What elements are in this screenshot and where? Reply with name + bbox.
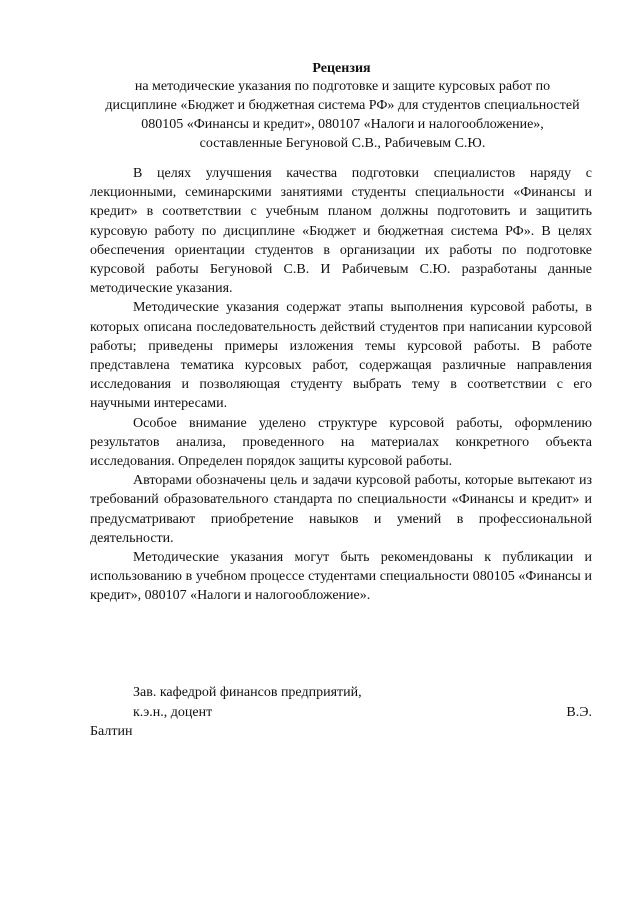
body-paragraph: В целях улучшения качества подготовки специалистов наряду с лекционными, семинарскими занятиями студенты специальности «Финансы и кредит» в соответствии с учебным планом должны подготовить и защитить курсовую работу по дисциплине «Бюджет и бюджетная система РФ». В целях обеспечения ориентации студентов в организации их работы по подготовке курсовой работы Бегуновой С.В. И Рабичевым С.Ю. разработаны данные методические указания. bbox=[90, 166, 592, 297]
document-title: Рецензия bbox=[312, 61, 371, 76]
document-subtitle: на методические указания по подготовке и защите курсовых работ по дисциплине «Бюджет и бюджетная система РФ» для студентов специальностей 080105 «Финансы и кредит», 080107 «Налоги и налогообложение», составленные Бегуновой С.В., Рабичевым С.Ю. bbox=[105, 79, 580, 151]
signature-position: Зав. кафедрой финансов предприятий, bbox=[133, 685, 362, 700]
signature-degree: к.э.н., доцент bbox=[133, 704, 213, 720]
body-paragraph: Методические указания содержат этапы выполнения курсовой работы, в которых описана последовательность действий студентов при написании курсовой работы; приведены примеры изложения темы курсовой работы. В работе представлена тематика курсовых работ, содержащая различные направления исследования и позволяющая студенту выбрать тему в соответствии с его научными интересами. bbox=[90, 300, 592, 412]
signature-degree-row bbox=[90, 703, 592, 723]
document-body bbox=[90, 164, 592, 606]
signature-block bbox=[90, 683, 592, 742]
body-paragraph: Особое внимание уделено структуре курсовой работы, оформлению результатов анализа, проведенного на материалах конкретного объекта исследования. Определен порядок защиты курсовой работы. bbox=[90, 415, 592, 470]
body-paragraph: Авторами обозначены цель и задачи курсовой работы, которые вытекают из требований образовательного стандарта по специальности «Финансы и кредит» и предусматривают приобретение навыков и умений в профессиональной деятельности. bbox=[90, 473, 592, 546]
signature-surname: Балтин bbox=[90, 724, 133, 739]
signature-initials: В.Э. bbox=[566, 704, 592, 720]
body-paragraph: Методические указания могут быть рекомендованы к публикации и использованию в учебном процессе студентами специальности 080105 «Финансы и кредит», 080107 «Налоги и налогообложение». bbox=[90, 550, 592, 604]
